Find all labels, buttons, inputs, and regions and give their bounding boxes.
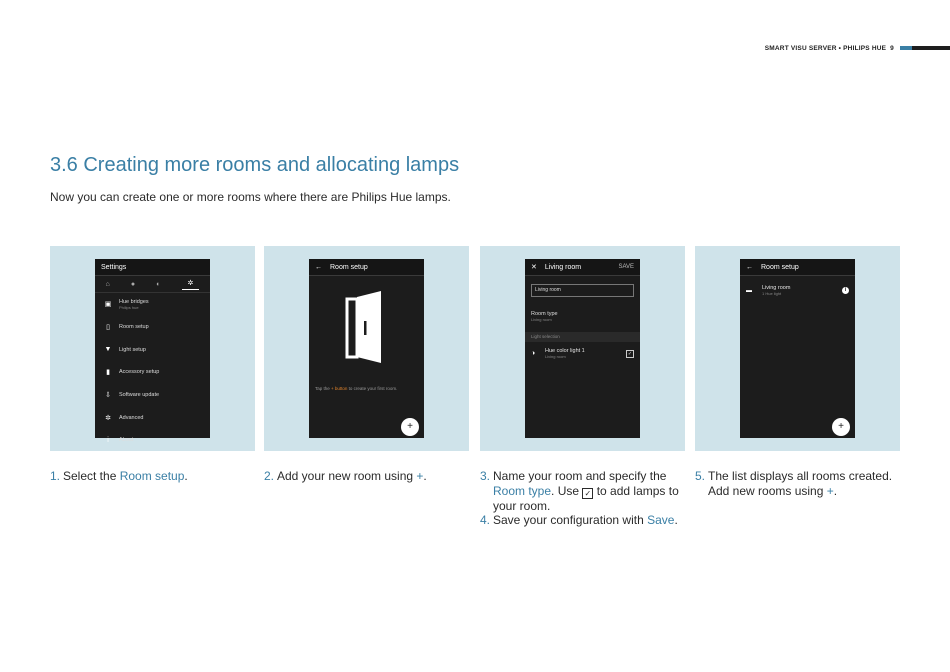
phone-room-list-screen xyxy=(740,259,855,438)
lamp-checkbox[interactable]: ✓ xyxy=(627,350,633,357)
step-text xyxy=(480,469,685,513)
save-button[interactable]: SAVE xyxy=(618,264,634,270)
hint-button-text: + button xyxy=(331,386,348,391)
remote-icon: ▮ xyxy=(106,369,110,377)
room-text xyxy=(762,285,790,296)
door-icon: ▯ xyxy=(106,324,110,332)
step-number: 4. xyxy=(480,513,491,527)
bulb-icon: ◑ xyxy=(531,350,536,357)
step-text-line1: Name your room and specify the xyxy=(493,469,667,483)
back-arrow-icon[interactable]: ← xyxy=(315,263,322,271)
menu-item-about[interactable] xyxy=(95,429,210,452)
menu-item-label: Light setup xyxy=(119,346,146,353)
menu-item-hue-bridges[interactable] xyxy=(95,293,210,316)
app-bar xyxy=(309,259,424,276)
step-text-part: Save your configuration with xyxy=(493,513,648,527)
phone-settings-screen xyxy=(95,259,210,444)
screenshot-panel-room-setup-empty xyxy=(264,246,469,451)
gear-icon[interactable]: ✲ xyxy=(182,279,200,290)
sofa-icon: ▬ xyxy=(746,287,752,294)
step-text xyxy=(480,513,685,528)
lamp-icon: ▼ xyxy=(104,346,112,354)
menu-item-sub: Philips hue xyxy=(119,304,139,310)
step-text-line1: The list displays all rooms created. xyxy=(708,469,893,483)
download-icon: ⇩ xyxy=(105,392,111,400)
step-text-line3: your room. xyxy=(493,498,551,513)
plus-link: + xyxy=(826,483,834,498)
compass-icon[interactable]: ◐ xyxy=(156,280,161,288)
info-icon[interactable]: i xyxy=(842,287,849,294)
checkbox-icon: ✓ xyxy=(582,488,593,499)
step-5 xyxy=(695,469,900,498)
room-type-label: Room type xyxy=(531,311,558,317)
step-text-part: Add new rooms using xyxy=(708,483,827,498)
screen-title: Room setup xyxy=(761,263,799,271)
step-number: 5. xyxy=(695,469,706,483)
step-number: 1. xyxy=(50,469,61,483)
step-text xyxy=(50,469,255,484)
gear-icon: ✲ xyxy=(105,414,111,422)
app-bar xyxy=(525,259,640,276)
plus-link: + xyxy=(416,469,424,483)
menu-item-label: About xyxy=(119,437,134,444)
step-text-end: . xyxy=(674,513,678,527)
lamp-text xyxy=(545,348,585,359)
section-title: 3.6 Creating more rooms and allocating lamps xyxy=(50,154,460,176)
menu-item-accessory-setup[interactable] xyxy=(95,361,210,384)
empty-state-hint xyxy=(315,386,397,391)
room-list-item[interactable] xyxy=(740,276,855,296)
menu-item-software-update[interactable] xyxy=(95,384,210,407)
step-4 xyxy=(480,513,685,528)
step-text-end: . xyxy=(184,469,188,483)
step-text-part: Select the xyxy=(63,469,120,483)
intro-text: Now you can create one or more rooms where there are Philips Hue lamps. xyxy=(50,190,451,204)
screen-title: Settings xyxy=(101,263,127,271)
info-icon: i xyxy=(107,436,109,444)
running-header xyxy=(765,45,894,52)
step-2 xyxy=(264,469,469,484)
step-text-end: . xyxy=(833,483,838,498)
home-icon[interactable]: ⌂ xyxy=(105,280,110,288)
room-name-field[interactable]: Living room xyxy=(531,284,634,297)
menu-item-room-setup[interactable] xyxy=(95,316,210,339)
menu-item-label: Room setup xyxy=(119,324,149,331)
back-arrow-icon[interactable]: ← xyxy=(746,263,753,271)
room-type-selector[interactable] xyxy=(531,311,634,322)
header-bar-accent xyxy=(900,46,912,50)
page-number: 9 xyxy=(890,45,894,52)
close-icon[interactable]: ✕ xyxy=(531,264,537,271)
menu-item-text xyxy=(119,299,149,310)
bridge-icon: ▣ xyxy=(104,301,112,309)
lamp-name: Hue color light 1 xyxy=(545,348,585,354)
header-bar xyxy=(900,46,950,50)
menu-item-advanced[interactable] xyxy=(95,406,210,429)
lamp-room: Living room xyxy=(545,354,566,359)
step-text-end: . xyxy=(423,469,427,483)
menu-item-label: Accessory setup xyxy=(119,369,160,376)
phone-living-room-screen xyxy=(525,259,640,438)
light-selection-header: Light selection xyxy=(525,332,640,342)
step-text-mid: . Use xyxy=(551,483,583,498)
step-3 xyxy=(480,469,685,513)
screenshot-panel-living-room xyxy=(480,246,685,451)
add-room-button[interactable]: + xyxy=(401,418,419,436)
menu-item-label: Hue bridges xyxy=(119,298,149,305)
menu-item-light-setup[interactable] xyxy=(95,338,210,361)
hint-text-end: to create your first room. xyxy=(347,386,398,391)
door-illustration-icon xyxy=(345,291,385,363)
add-room-button[interactable]: + xyxy=(832,418,850,436)
hint-text: Tap the xyxy=(315,386,332,391)
step-text xyxy=(695,469,900,498)
menu-item-label: Software update xyxy=(119,392,160,399)
app-bar xyxy=(95,259,210,276)
screenshot-panel-settings xyxy=(50,246,255,451)
save-link: Save xyxy=(647,513,675,527)
room-name: Living room xyxy=(762,285,791,291)
room-type-value: Living room xyxy=(531,317,552,322)
room-sub: 1 Hue light xyxy=(762,291,782,296)
room-type-link: Room type xyxy=(493,483,552,498)
app-bar xyxy=(740,259,855,276)
settings-tabs xyxy=(95,276,210,293)
room-setup-link: Room setup xyxy=(119,469,185,483)
lamp-row[interactable] xyxy=(525,342,640,359)
screen-title: Living room xyxy=(544,263,582,271)
phone-room-setup-screen xyxy=(309,259,424,438)
menu-item-label: Advanced xyxy=(119,414,144,421)
info-icon[interactable]: ● xyxy=(130,280,136,288)
screenshot-panel-room-list xyxy=(695,246,900,451)
step-text xyxy=(264,469,469,484)
step-1 xyxy=(50,469,255,484)
step-number: 3. xyxy=(480,469,491,483)
running-title: SMART VISU SERVER • PHILIPS HUE xyxy=(764,45,887,52)
step-text-part: Add your new room using xyxy=(277,469,417,483)
step-text-after: to add lamps to xyxy=(593,483,679,498)
step-number: 2. xyxy=(264,469,275,483)
screen-title: Room setup xyxy=(330,263,368,271)
